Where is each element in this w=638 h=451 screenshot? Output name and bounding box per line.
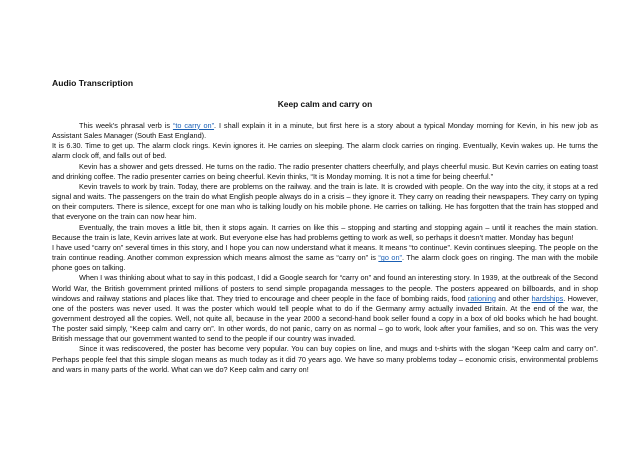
paragraph-1-after: . I shall explain it in a minute, but first here is a story about a typical Monday morning for Kevin, in his new job as Assistant Sales Manager (South East England).	[52, 121, 598, 141]
paragraph-1	[52, 121, 598, 141]
link-go-on[interactable]: “go on”	[378, 253, 402, 263]
paragraph-1-before: This week’s phrasal verb is	[79, 121, 173, 130]
paragraph-7	[52, 273, 598, 344]
paragraph-8: Since it was rediscovered, the poster has become very popular. You can buy copies on line, and mugs and t-shirts with the slogan “Keep calm and carry on”. Perhaps people feel that this simple slogan means as much today as it did 70 years ago. We have so many problems today – economic crisis, environmental problems and wars in many parts of the world. What can we do? Keep calm and carry on!	[52, 344, 598, 374]
paragraph-7-before: When I was thinking about what to say in this podcast, I did a Google search for “carry on” and found an interesting story. In 1939, at the outbreak of the Second World War, the British government printed millions of posters to send simple propaganda messages to the people. The posters appeared on billboards, and in shop windows and railway stations and places like that. They tried to encourage and cheer people in the face of bombing raids, food	[52, 273, 598, 303]
paragraph-6	[52, 243, 598, 273]
link-to-carry-on[interactable]: “to carry on”	[172, 121, 215, 130]
paragraph-6-after: . The alarm clock goes on ringing. The man with the mobile phone goes on talking.	[52, 253, 599, 273]
document-title: Keep calm and carry on	[277, 99, 373, 109]
paragraph-6-before: I have used “carry on” several times in this story, and I hope you can now understand what it means. It means “to continue”. Kevin continues sleeping. The people on the train continue reading. Another common expression which means almost the same as “carry on” is	[52, 242, 598, 263]
paragraph-3: Kevin has a shower and gets dressed. He turns on the radio. The radio presenter chatters cheerfully, and plays cheerful music. But Kevin carries on eating toast and drinking coffee. The radio presenter carries on being cheerful. Kevin thinks, “It is Monday morning. It is not a time for being cheerful.”	[52, 161, 598, 181]
paragraph-2: It is 6.30. Time to get up. The alarm clock rings. Kevin ignores it. He carries on sleeping. The alarm clock carries on ringing. Eventually, Kevin wakes up. He turns the alarm clock off, and falls out of bed.	[52, 141, 598, 161]
link-hardships[interactable]: hardships	[531, 293, 564, 303]
section-heading: Audio Transcription	[52, 78, 134, 88]
link-rationing[interactable]: rationing	[467, 293, 496, 303]
document-page	[52, 78, 598, 375]
document-body	[52, 121, 598, 375]
paragraph-5: Eventually, the train moves a little bit, then it stops again. It carries on like this – stopping and starting and stopping again – until it reaches the main station. Because the train is late, Kevin arrives late at work. But everyone else has had problems getting to work as well, so perhaps it doesn’t matter. Monday has begun!	[52, 222, 598, 242]
paragraph-7-after: . However, one of the posters was never used. It was the poster which would tell people what to do if the Germany army actually invaded Britain. At the end of the war, the government destroyed all the copies. Well, not quite all, because in the year 2000 a second-hand book seller found a copy in a box of old books which he had bought. The poster said simply, “Keep calm and carry on”. In other words, do not panic, carry on as normal – go to work, look after your families, and so on. This was the very British message that our government wanted to send to the people if our country was invaded.	[52, 293, 598, 344]
paragraph-4: Kevin travels to work by train. Today, there are problems on the railway. and the train is late. It is crowded with people. On the way into the city, it stops at a red signal and waits. The passengers on the train do what English people always do in a crisis – they ignore it. They carry on reading their newspapers. They carry on typing on their computers. There is silence, except for one man who is talking loudly on his mobile phone. He carries on talking. He has forgotten that the train has stopped and that everyone on the train can now hear him.	[52, 181, 598, 222]
paragraph-7-middle: and other	[495, 293, 532, 303]
